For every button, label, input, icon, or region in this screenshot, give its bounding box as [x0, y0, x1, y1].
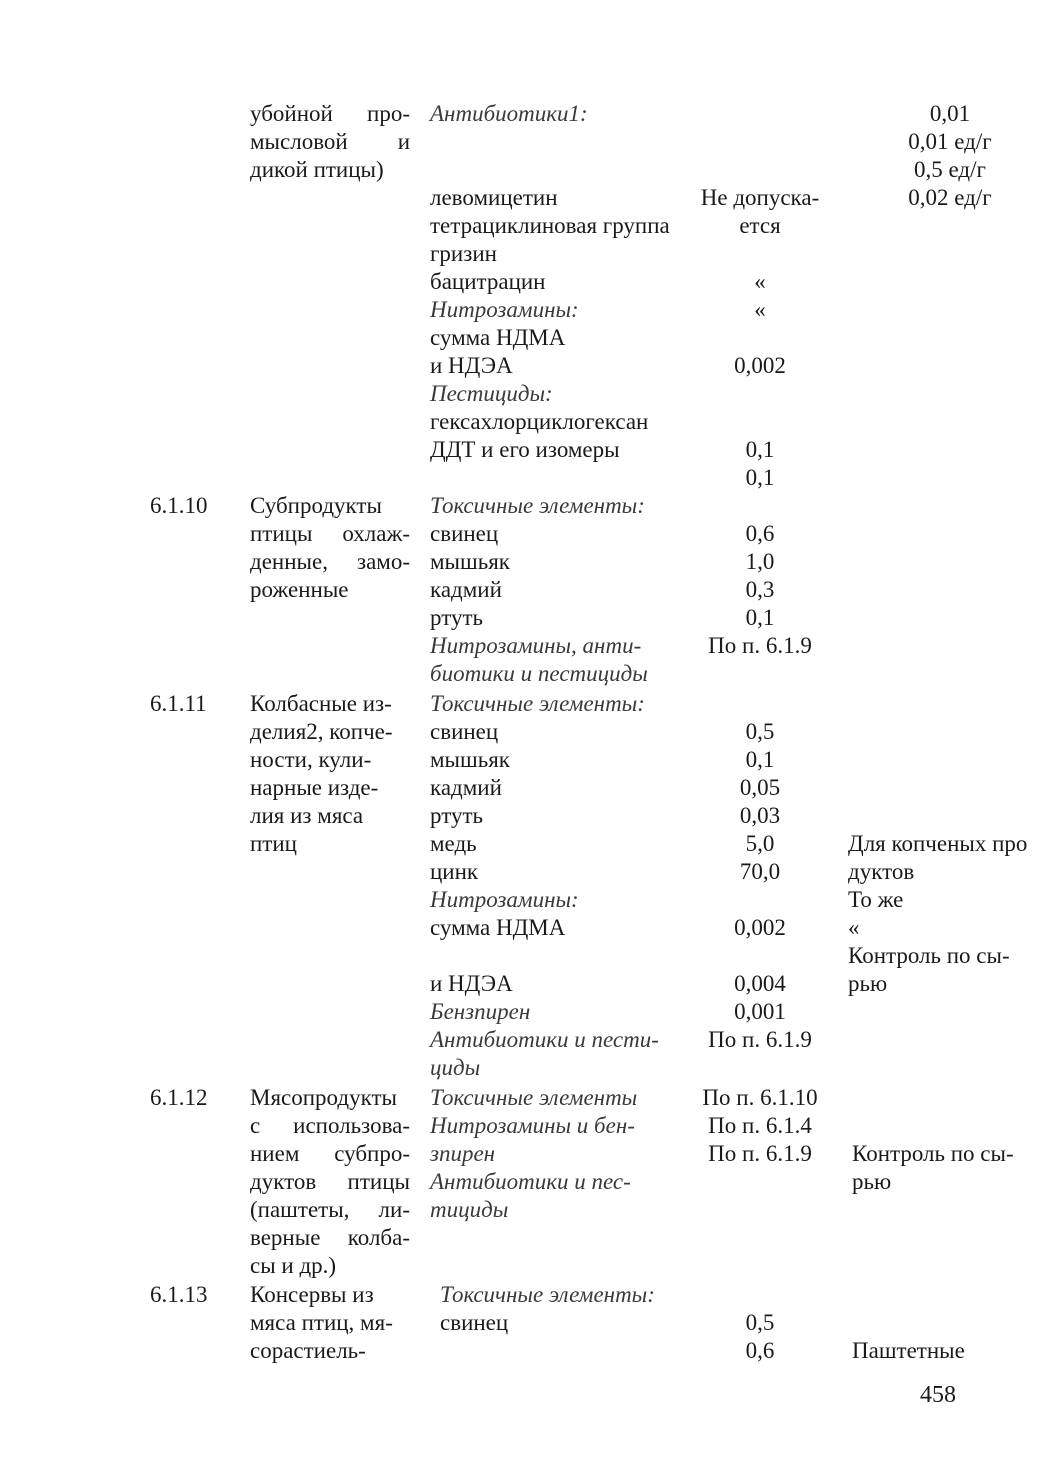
product-line: верные колба- — [250, 1225, 410, 1250]
section-number-6-1-11: 6.1.11 — [150, 691, 207, 716]
product-line: дуктов птицы — [250, 1169, 410, 1194]
indicator-arsenic: мышьяк — [430, 549, 510, 574]
level-not-allowed-2: ется — [739, 213, 781, 238]
page-number: 458 — [920, 1382, 956, 1408]
product-line: мяса птиц, мя- — [250, 1310, 393, 1335]
note-raw-control-2: рью — [852, 1169, 892, 1194]
indicator-toxic: Токсичные элементы — [430, 1085, 638, 1110]
product-line: (паштеты, ли- — [250, 1197, 410, 1222]
level-arsenic: 0,1 — [745, 747, 775, 772]
level-ditto-2: « — [754, 297, 766, 322]
level-lead-1: 0,5 — [745, 1310, 775, 1335]
note-raw-control-1: Контроль по сы- — [852, 1141, 1014, 1166]
product-line: Субпродукты — [250, 493, 382, 518]
product-line: птицы охлаж- — [250, 521, 410, 546]
pesticides-title: Пестициды: — [430, 381, 553, 406]
indicator-other: Нитрозамины, анти- — [430, 633, 642, 658]
section-number-6-1-12: 6.1.12 — [150, 1085, 208, 1110]
level-benzpyrene: 0,001 — [734, 999, 786, 1024]
product-line: нием субпро- — [250, 1141, 410, 1166]
indicator-cadmium: кадмий — [430, 775, 502, 800]
toxic-elements-title: Токсичные элементы: — [440, 1282, 655, 1307]
level-lead: 0,5 — [745, 719, 775, 744]
note-same: То же — [848, 887, 904, 912]
indicator-grizin: гризин — [430, 241, 497, 266]
note-ditto: « — [848, 915, 860, 940]
level-mercury: 0,03 — [739, 803, 781, 828]
level-lead: 0,6 — [745, 521, 775, 546]
indicator-tetracycline: тетрациклиновая группа — [430, 213, 670, 238]
indicator-arsenic: мышьяк — [430, 747, 510, 772]
level-pest-1: 0,1 — [745, 437, 775, 462]
indicator-bacitracin: бацитрацин — [430, 269, 546, 294]
indicator-nitro-benz: зпирен — [430, 1141, 496, 1166]
level-nitro-benz: По п. 6.1.4 — [708, 1113, 812, 1138]
level-antibiotics-pesticides: По п. 6.1.9 — [708, 1027, 812, 1052]
indicator-ndma-sum: сумма НДМА — [430, 325, 566, 350]
indicator-mercury: ртуть — [430, 605, 483, 630]
note-raw-control-2: рью — [848, 971, 888, 996]
level-ndea: 0,004 — [734, 971, 786, 996]
right-value-1: 0,01 — [929, 101, 971, 126]
product-line: птиц — [250, 831, 297, 856]
level-ditto-1: « — [754, 269, 766, 294]
indicator-copper: медь — [430, 831, 477, 856]
note-raw-control-1: Контроль по сы- — [848, 943, 1010, 968]
level-antibiotics-pesticides: По п. 6.1.9 — [708, 1141, 812, 1166]
level-cadmium: 0,3 — [745, 577, 775, 602]
level-pest-2: 0,1 — [745, 465, 775, 490]
level-lead-2: 0,6 — [745, 1338, 775, 1363]
level-ndma-sum: 0,002 — [734, 915, 786, 940]
toxic-elements-title: Токсичные элементы: — [430, 493, 645, 518]
product-line: нарные изде- — [250, 775, 379, 800]
indicator-antibiotics-pesticides: Антибиотики и пести- — [430, 1027, 659, 1052]
section-number-6-1-13: 6.1.13 — [150, 1282, 208, 1307]
product-line: Мясопродукты — [250, 1085, 397, 1110]
product-line: Колбасные из- — [250, 691, 392, 716]
product-continuation-line-1: убойной про- — [250, 101, 410, 126]
level-zinc: 70,0 — [739, 859, 781, 884]
product-continuation-line-3: дикой птицы) — [250, 157, 384, 182]
level-not-allowed-1: Не допуска- — [700, 185, 820, 210]
section-number-6-1-10: 6.1.10 — [150, 493, 208, 518]
note-smoked-2: дуктов — [848, 859, 915, 884]
level-toxic: По п. 6.1.10 — [702, 1085, 818, 1110]
indicator-ndea: и НДЭА — [430, 353, 513, 378]
indicator-lead: свинец — [430, 719, 499, 744]
indicator-lead: свинец — [440, 1310, 509, 1335]
note-pate: Паштетные — [852, 1338, 965, 1363]
level-arsenic: 1,0 — [745, 549, 775, 574]
level-mercury: 0,1 — [745, 605, 775, 630]
indicator-benzpyrene: Бензпирен — [430, 999, 531, 1024]
right-value-3: 0,5 ед/г — [914, 157, 986, 182]
product-line: с использова- — [250, 1113, 410, 1138]
indicator-cadmium: кадмий — [430, 577, 502, 602]
product-line: лия из мяса — [250, 803, 364, 828]
product-line: делия2, копче- — [250, 719, 393, 744]
nitrosamines-title: Нитрозамины: — [430, 887, 579, 912]
level-copper: 5,0 — [745, 831, 775, 856]
product-line: Консервы из — [250, 1282, 374, 1307]
product-line: роженные — [250, 577, 349, 602]
indicator-antibiotics-pesticides: циды — [430, 1055, 481, 1080]
product-line: денные, замо- — [250, 549, 410, 574]
antibiotics-title: Антибиотики1: — [430, 101, 588, 126]
indicator-ndma-sum: сумма НДМА — [430, 915, 566, 940]
indicator-ddt: ДДТ и его изомеры — [430, 437, 620, 462]
product-line: сы и др.) — [250, 1253, 337, 1278]
indicator-antibiotics-pesticides: Антибиотики и пес- — [430, 1169, 631, 1194]
product-line: ности, кули- — [250, 747, 372, 772]
indicator-antibiotics-pesticides: тициды — [430, 1197, 509, 1222]
indicator-other: биотики и пестициды — [430, 661, 648, 686]
product-continuation-line-2: мысловой и — [250, 129, 410, 154]
right-value-2: 0,01 ед/г — [908, 129, 992, 154]
indicator-hch: гексахлорциклогексан — [430, 409, 649, 434]
indicator-lead: свинец — [430, 521, 499, 546]
indicator-levomycetin: левомицетин — [430, 185, 558, 210]
indicator-nitro-benz: Нитрозамины и бен- — [430, 1113, 635, 1138]
toxic-elements-title: Токсичные элементы: — [430, 691, 645, 716]
product-line: сорастиель- — [250, 1338, 366, 1363]
indicator-zinc: цинк — [430, 859, 479, 884]
note-smoked-1: Для копченых про — [848, 831, 1028, 856]
nitrosamines-title: Нитрозамины: — [430, 297, 579, 322]
level-other: По п. 6.1.9 — [708, 633, 812, 658]
level-cadmium: 0,05 — [739, 775, 781, 800]
right-value-4: 0,02 ед/г — [908, 185, 992, 210]
indicator-mercury: ртуть — [430, 803, 483, 828]
level-nitro: 0,002 — [734, 353, 786, 378]
indicator-ndea: и НДЭА — [430, 971, 513, 996]
